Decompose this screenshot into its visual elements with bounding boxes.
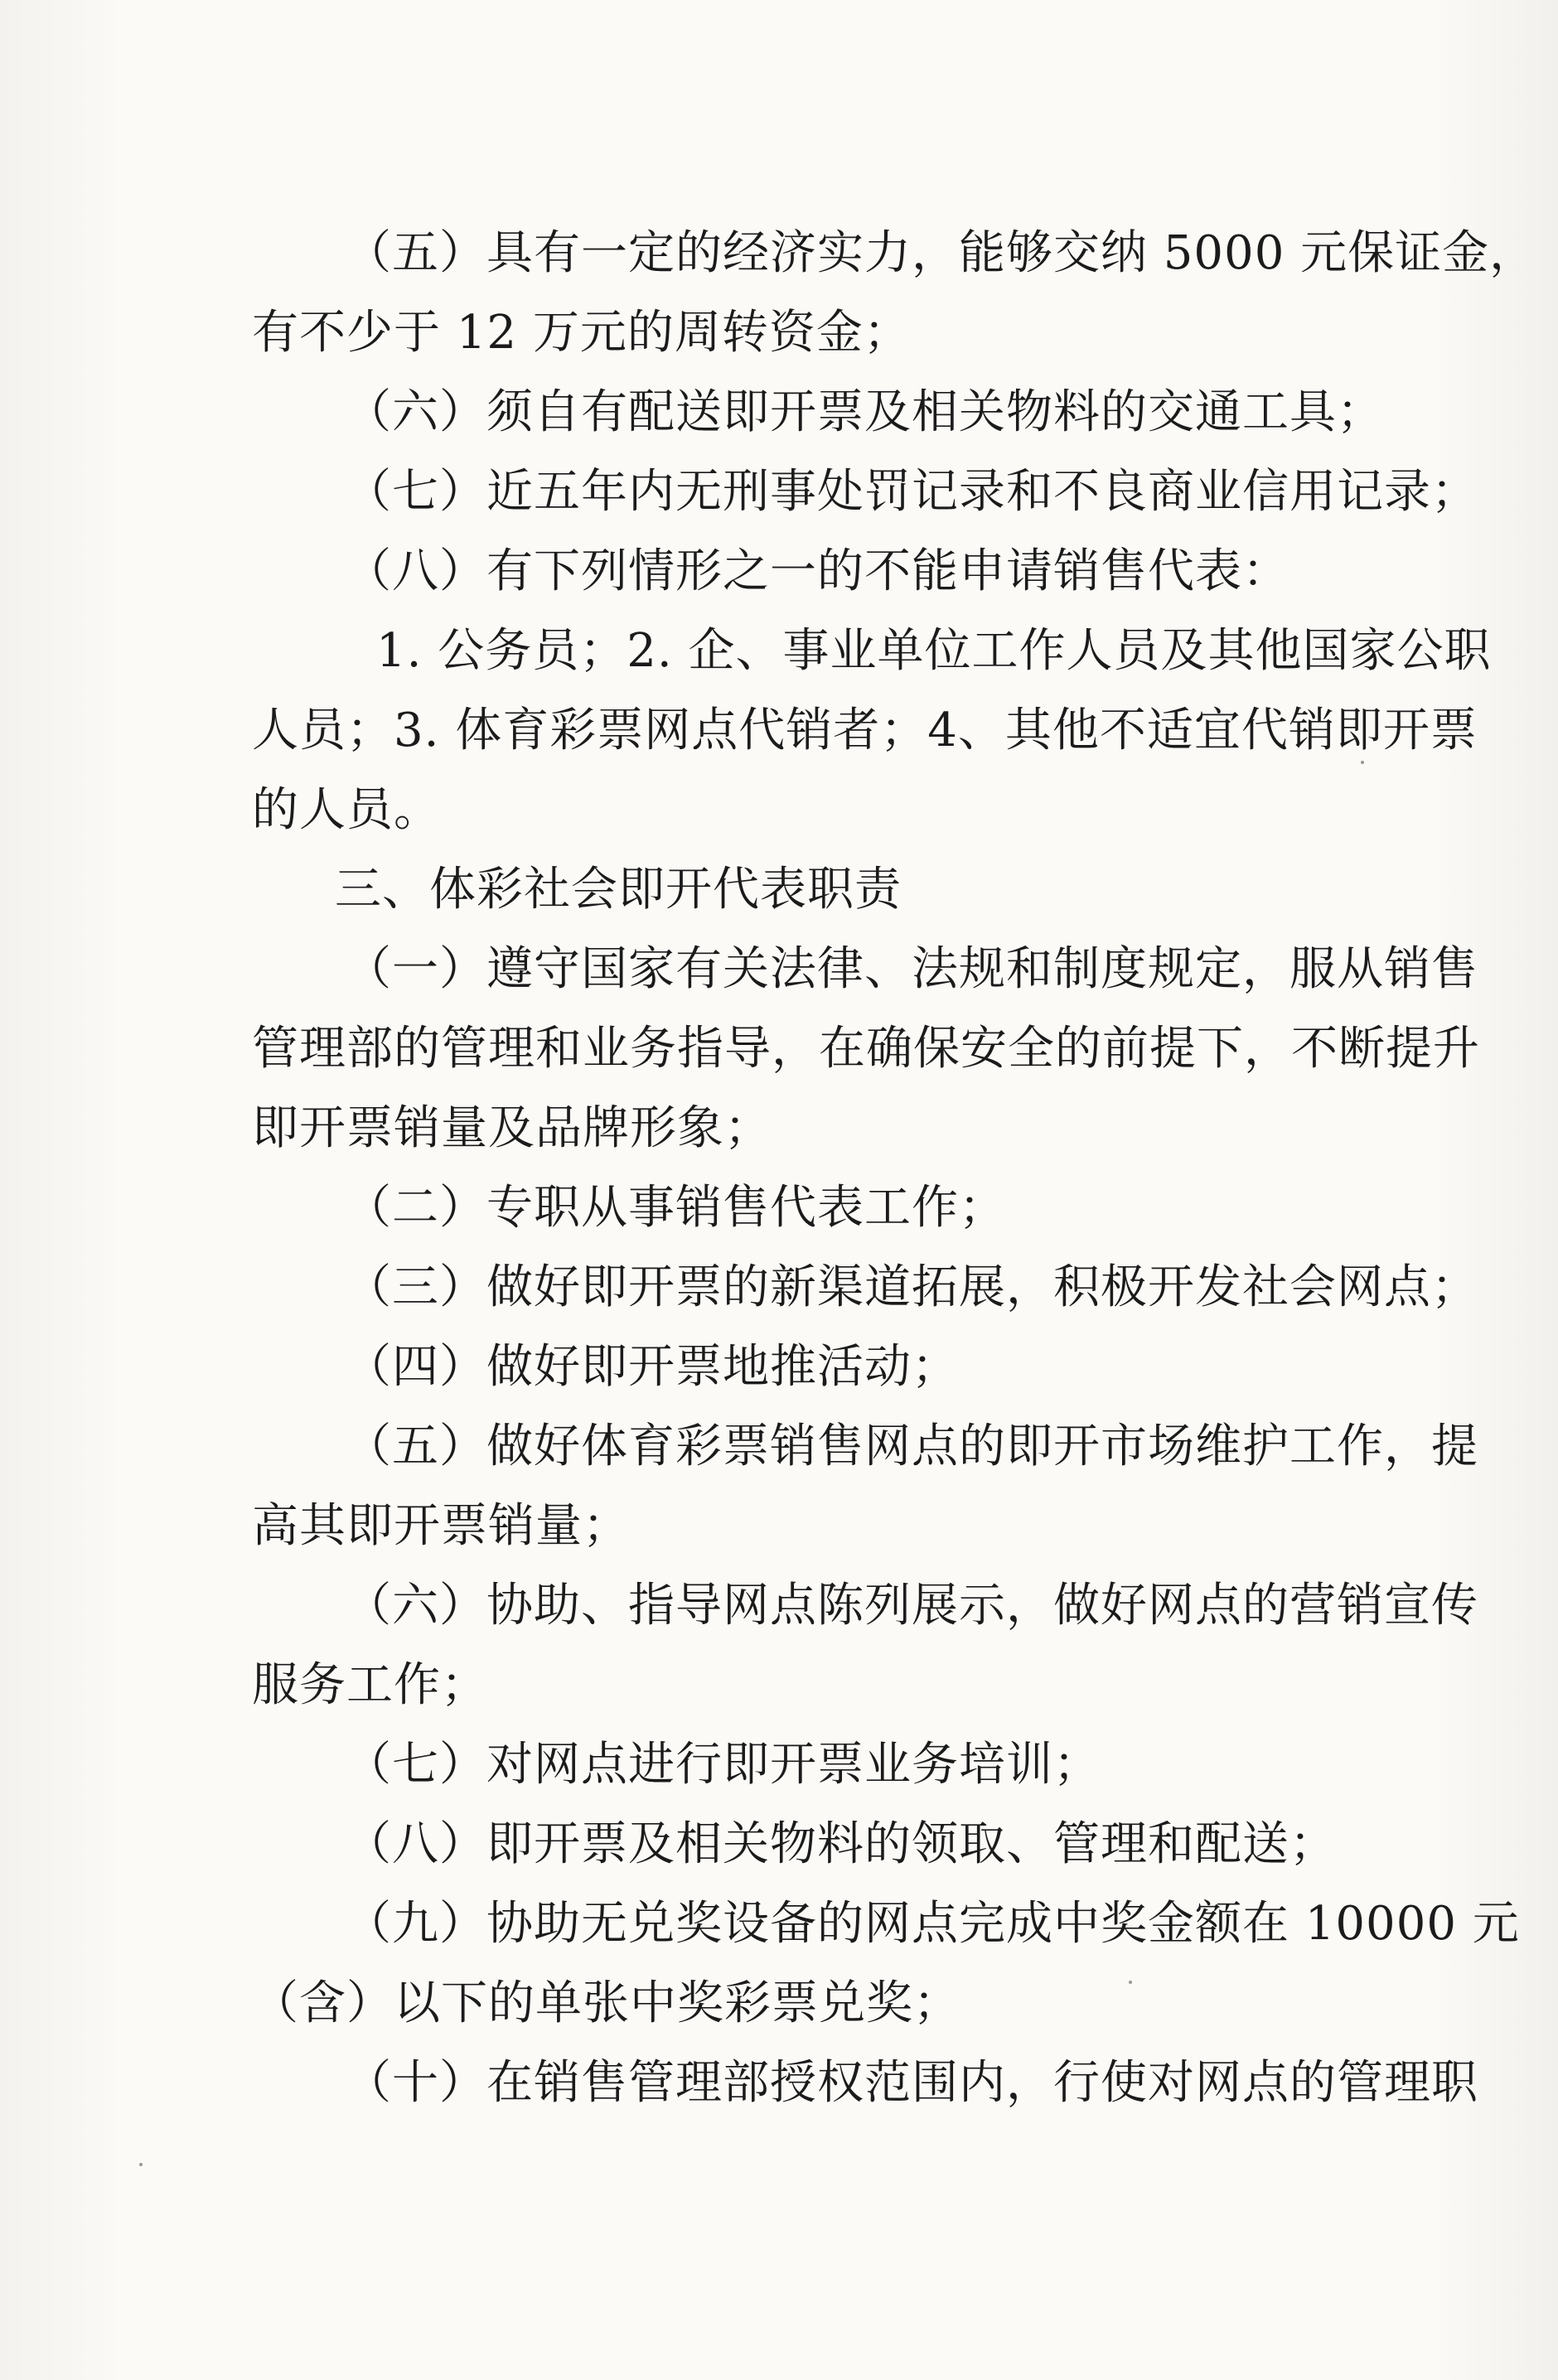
text-line: （四）做好即开票地推活动； <box>345 1340 959 1394</box>
text-line: （九）协助无兑奖设备的网点完成中奖金额在 10000 元 <box>345 1897 1520 1951</box>
text-line: 的人员。 <box>252 783 441 837</box>
text-line: 有不少于 12 万元的周转资金； <box>252 306 911 360</box>
scan-speck <box>1361 761 1364 764</box>
text-line: （五）做好体育彩票销售网点的即开市场维护工作，提 <box>345 1420 1478 1473</box>
text-line: （一）遵守国家有关法律、法规和制度规定，服从销售 <box>345 942 1478 996</box>
text-line: （含）以下的单张中奖彩票兑奖； <box>252 1976 960 2030</box>
text-line: （八）有下列情形之一的不能申请销售代表： <box>345 544 1289 598</box>
text-line: （十）在销售管理部授权范围内，行使对网点的管理职 <box>345 2056 1478 2110</box>
text-line: 1. 公务员；2. 企、事业单位工作人员及其他国家公职 <box>376 624 1492 678</box>
section-heading: 三、体彩社会即开代表职责 <box>335 863 902 917</box>
text-line: （七）近五年内无刑事处罚记录和不良商业信用记录； <box>345 465 1478 519</box>
text-line: （六）协助、指导网点陈列展示，做好网点的营销宣传 <box>345 1579 1478 1633</box>
text-line: 高其即开票销量； <box>252 1499 630 1553</box>
scan-speck <box>139 2163 143 2166</box>
text-line: 服务工作； <box>252 1658 488 1712</box>
text-line: （六）须自有配送即开票及相关物料的交通工具； <box>345 385 1384 439</box>
text-line: （三）做好即开票的新渠道拓展，积极开发社会网点； <box>345 1260 1478 1314</box>
text-line: （七）对网点进行即开票业务培训； <box>345 1738 1101 1792</box>
document-body <box>252 214 1537 2123</box>
text-line: 人员；3. 体育彩票网点代销者；4、其他不适宜代销即开票 <box>252 704 1478 757</box>
text-line: （八）即开票及相关物料的领取、管理和配送； <box>345 1817 1337 1871</box>
text-line: （二）专职从事销售代表工作； <box>345 1181 1006 1235</box>
scan-speck <box>1129 1981 1132 1984</box>
text-line: （五）具有一定的经济实力，能够交纳 5000 元保证金， <box>345 226 1537 280</box>
text-line: 管理部的管理和业务指导，在确保安全的前提下，不断提升 <box>252 1022 1480 1076</box>
text-line: 即开票销量及品牌形象； <box>252 1101 772 1155</box>
